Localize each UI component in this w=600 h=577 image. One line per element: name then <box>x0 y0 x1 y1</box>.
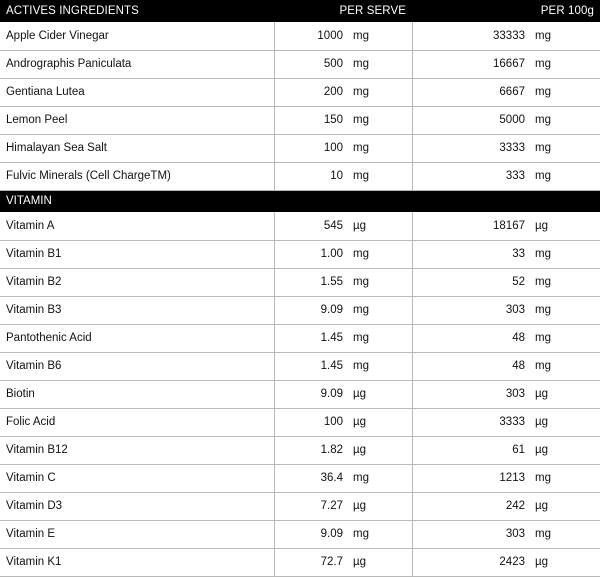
per-100g-value: 242 <box>412 492 532 520</box>
table-row <box>0 380 600 408</box>
per-serve-value: 1.82 <box>274 436 350 464</box>
ingredient-name: Vitamin B12 <box>0 436 274 464</box>
per-serve-value: 1.45 <box>274 352 350 380</box>
ingredient-name: Vitamin B2 <box>0 268 274 296</box>
per-serve-value: 9.09 <box>274 296 350 324</box>
per-100g-unit: mg <box>532 520 600 548</box>
table-row <box>0 296 600 324</box>
per-100g-unit: µg <box>532 492 600 520</box>
per-100g-value: 2423 <box>412 548 532 576</box>
per-serve-unit: µg <box>350 408 412 436</box>
per-100g-unit: mg <box>532 240 600 268</box>
per-100g-unit: mg <box>532 78 600 106</box>
ingredient-name: Vitamin C <box>0 464 274 492</box>
table-row <box>0 548 600 576</box>
per-100g-unit: mg <box>532 106 600 134</box>
per-100g-unit: mg <box>532 268 600 296</box>
per-serve-unit: µg <box>350 380 412 408</box>
per-100g-value: 1213 <box>412 464 532 492</box>
table-row <box>0 78 600 106</box>
per-100g-unit: mg <box>532 50 600 78</box>
ingredient-name: Apple Cider Vinegar <box>0 22 274 50</box>
per-100g-value: 3333 <box>412 134 532 162</box>
per-serve-value: 545 <box>274 212 350 240</box>
table-row <box>0 352 600 380</box>
ingredient-name: Vitamin B3 <box>0 296 274 324</box>
ingredient-name: Andrographis Paniculata <box>0 50 274 78</box>
per-100g-unit: µg <box>532 408 600 436</box>
per-serve-value: 200 <box>274 78 350 106</box>
per-100g-value: 5000 <box>412 106 532 134</box>
ingredient-name: Vitamin E <box>0 520 274 548</box>
per-100g-value: 6667 <box>412 78 532 106</box>
per-100g-value: 333 <box>412 162 532 190</box>
ingredient-name: Pantothenic Acid <box>0 324 274 352</box>
per-serve-unit: mg <box>350 50 412 78</box>
per-serve-unit: mg <box>350 22 412 50</box>
per-serve-unit: mg <box>350 240 412 268</box>
per-serve-unit: µg <box>350 492 412 520</box>
per-100g-value: 16667 <box>412 50 532 78</box>
per-serve-unit: mg <box>350 520 412 548</box>
ingredient-name: Himalayan Sea Salt <box>0 134 274 162</box>
per-serve-unit: mg <box>350 268 412 296</box>
per-100g-unit: mg <box>532 324 600 352</box>
ingredient-name: Gentiana Lutea <box>0 78 274 106</box>
table-row <box>0 520 600 548</box>
per-serve-unit: mg <box>350 324 412 352</box>
per-100g-value: 303 <box>412 380 532 408</box>
table-row <box>0 436 600 464</box>
per-100g-unit: µg <box>532 212 600 240</box>
per-100g-value: 303 <box>412 296 532 324</box>
per-100g-unit: µg <box>532 380 600 408</box>
per-serve-value: 9.09 <box>274 380 350 408</box>
per-serve-value: 500 <box>274 50 350 78</box>
table-row <box>0 50 600 78</box>
table-row <box>0 162 600 190</box>
per-serve-unit: mg <box>350 296 412 324</box>
per-100g-unit: mg <box>532 296 600 324</box>
per-100g-unit: µg <box>532 548 600 576</box>
ingredient-name: Vitamin B1 <box>0 240 274 268</box>
table-row <box>0 324 600 352</box>
per-100g-value: 61 <box>412 436 532 464</box>
per-serve-unit: mg <box>350 106 412 134</box>
per-serve-value: 1.00 <box>274 240 350 268</box>
header-per-serve: PER SERVE <box>274 0 412 22</box>
per-serve-unit: µg <box>350 548 412 576</box>
per-serve-unit: mg <box>350 162 412 190</box>
table-header-row <box>0 0 600 22</box>
header-actives-ingredients: ACTIVES INGREDIENTS <box>0 0 274 22</box>
per-serve-unit: µg <box>350 212 412 240</box>
per-serve-unit: µg <box>350 436 412 464</box>
per-100g-unit: mg <box>532 134 600 162</box>
ingredient-name: Fulvic Minerals (Cell ChargeTM) <box>0 162 274 190</box>
table-row <box>0 134 600 162</box>
table-row <box>0 464 600 492</box>
per-serve-value: 1.45 <box>274 324 350 352</box>
ingredient-name: Biotin <box>0 380 274 408</box>
per-100g-value: 3333 <box>412 408 532 436</box>
table-row <box>0 22 600 50</box>
per-100g-value: 33333 <box>412 22 532 50</box>
per-serve-unit: mg <box>350 464 412 492</box>
per-100g-value: 303 <box>412 520 532 548</box>
per-serve-unit: mg <box>350 78 412 106</box>
per-serve-value: 9.09 <box>274 520 350 548</box>
per-100g-value: 52 <box>412 268 532 296</box>
per-serve-value: 1000 <box>274 22 350 50</box>
ingredient-name: Vitamin B6 <box>0 352 274 380</box>
per-100g-value: 48 <box>412 352 532 380</box>
table-row <box>0 408 600 436</box>
table-row <box>0 240 600 268</box>
per-serve-value: 36.4 <box>274 464 350 492</box>
table-row <box>0 212 600 240</box>
per-100g-value: 33 <box>412 240 532 268</box>
per-serve-value: 100 <box>274 134 350 162</box>
table-row <box>0 268 600 296</box>
section-header-vitamin <box>0 190 600 212</box>
ingredient-name: Lemon Peel <box>0 106 274 134</box>
ingredient-name: Vitamin D3 <box>0 492 274 520</box>
per-serve-value: 1.55 <box>274 268 350 296</box>
table-row <box>0 106 600 134</box>
section-header-label: VITAMIN <box>0 190 600 212</box>
per-serve-value: 100 <box>274 408 350 436</box>
header-per-100g: PER 100g <box>412 0 600 22</box>
per-100g-unit: mg <box>532 162 600 190</box>
per-serve-value: 150 <box>274 106 350 134</box>
per-serve-unit: mg <box>350 134 412 162</box>
per-serve-value: 10 <box>274 162 350 190</box>
per-100g-unit: mg <box>532 464 600 492</box>
ingredient-name: Vitamin K1 <box>0 548 274 576</box>
per-100g-unit: mg <box>532 352 600 380</box>
per-serve-value: 72.7 <box>274 548 350 576</box>
per-100g-unit: mg <box>532 22 600 50</box>
per-100g-value: 18167 <box>412 212 532 240</box>
ingredient-name: Vitamin A <box>0 212 274 240</box>
per-100g-value: 48 <box>412 324 532 352</box>
table-row <box>0 492 600 520</box>
ingredient-name: Folic Acid <box>0 408 274 436</box>
per-serve-unit: mg <box>350 352 412 380</box>
per-100g-unit: µg <box>532 436 600 464</box>
per-serve-value: 7.27 <box>274 492 350 520</box>
